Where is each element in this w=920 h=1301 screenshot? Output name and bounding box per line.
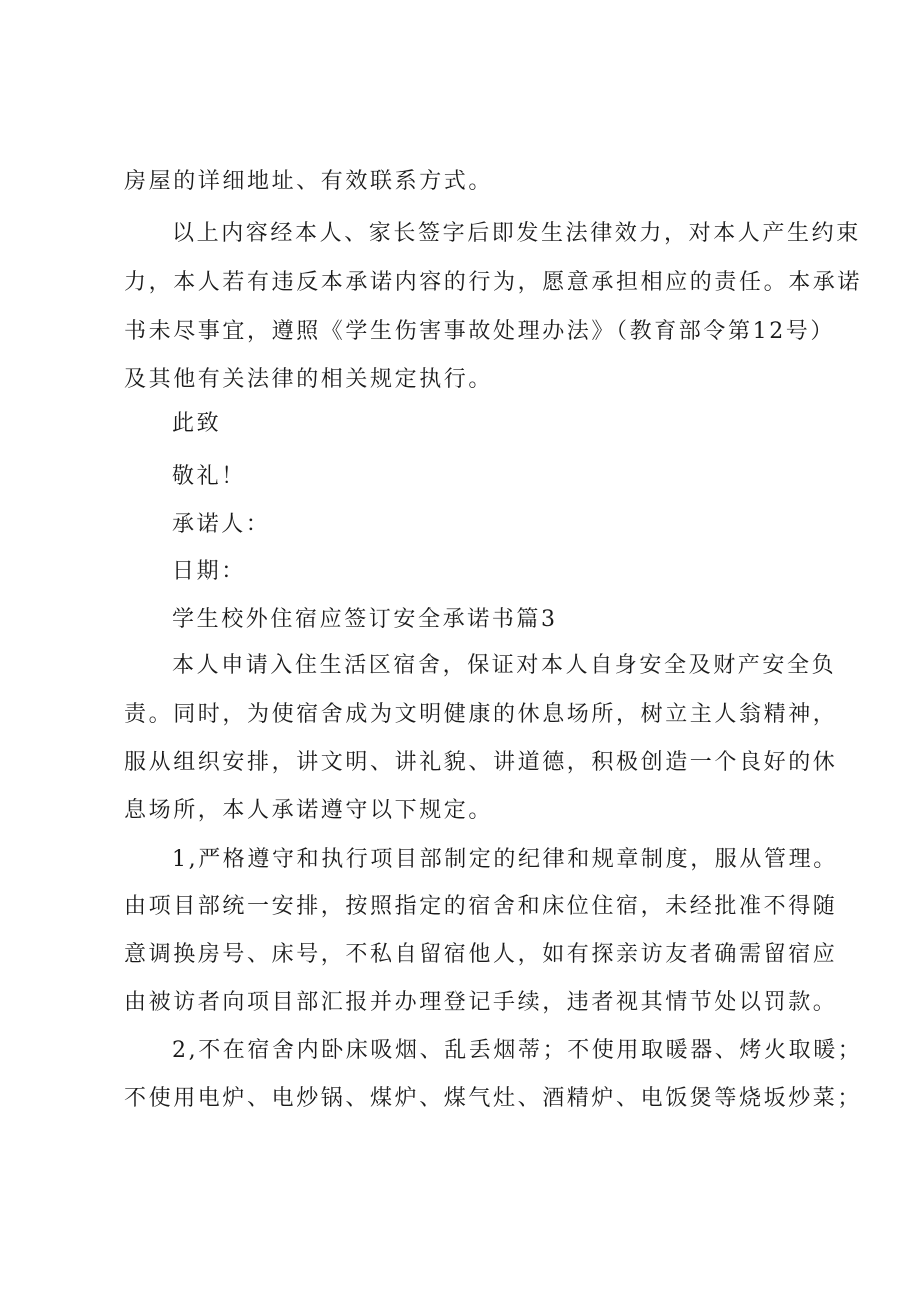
closing-regards: 敬礼！: [172, 464, 246, 489]
paragraph-line: 服从组织安排，讲文明、讲礼貌、讲道德，积极创造一个良好的休: [124, 750, 838, 775]
paragraph-line: 责。同时，为使宿舍成为文明健康的休息场所，树立主人翁精神，: [124, 702, 838, 727]
rule-item-1: 1,严格遵守和执行项目部制定的纪律和规章制度，服从管理。: [172, 847, 838, 872]
date-label: 日期：: [172, 559, 246, 584]
paragraph-line: 书未尽事宜，遵照《学生伤害事故处理办法》（教育部令第12号）: [124, 319, 835, 344]
paragraph-line: 力，本人若有违反本承诺内容的行为，愿意承担相应的责任。本承诺: [124, 270, 863, 295]
paragraph-line: 本人申请入住生活区宿舍，保证对本人自身安全及财产安全负: [172, 653, 837, 678]
paragraph-line: 由项目部统一安排，按照指定的宿舍和床位住宿，未经批准不得随: [124, 894, 838, 919]
paragraph-line: 房屋的详细地址、有效联系方式。: [124, 169, 494, 194]
paragraph-line: 由被访者向项目部汇报并办理登记手续，违者视其情节处以罚款。: [124, 990, 838, 1015]
signature-label: 承诺人：: [172, 512, 271, 537]
paragraph-line: 以上内容经本人、家长签字后即发生法律效力，对本人产生约束: [172, 221, 861, 246]
paragraph-line: 意调换房号、床号，不私自留宿他人，如有探亲访友者确需留宿应: [124, 942, 838, 967]
rule-item-2: 2,不在宿舍内卧床吸烟、乱丢烟蒂；不使用取暖器、烤火取暖；: [172, 1038, 863, 1063]
closing-salutation: 此致: [172, 411, 222, 436]
paragraph-line: 不使用电炉、电炒锅、煤炉、煤气灶、酒精炉、电饭煲等烧坂炒菜；: [124, 1086, 863, 1111]
section-heading: 学生校外住宿应签订安全承诺书篇3: [172, 607, 558, 632]
paragraph-line: 及其他有关法律的相关规定执行。: [124, 367, 494, 392]
paragraph-line: 息场所，本人承诺遵守以下规定。: [124, 798, 494, 823]
